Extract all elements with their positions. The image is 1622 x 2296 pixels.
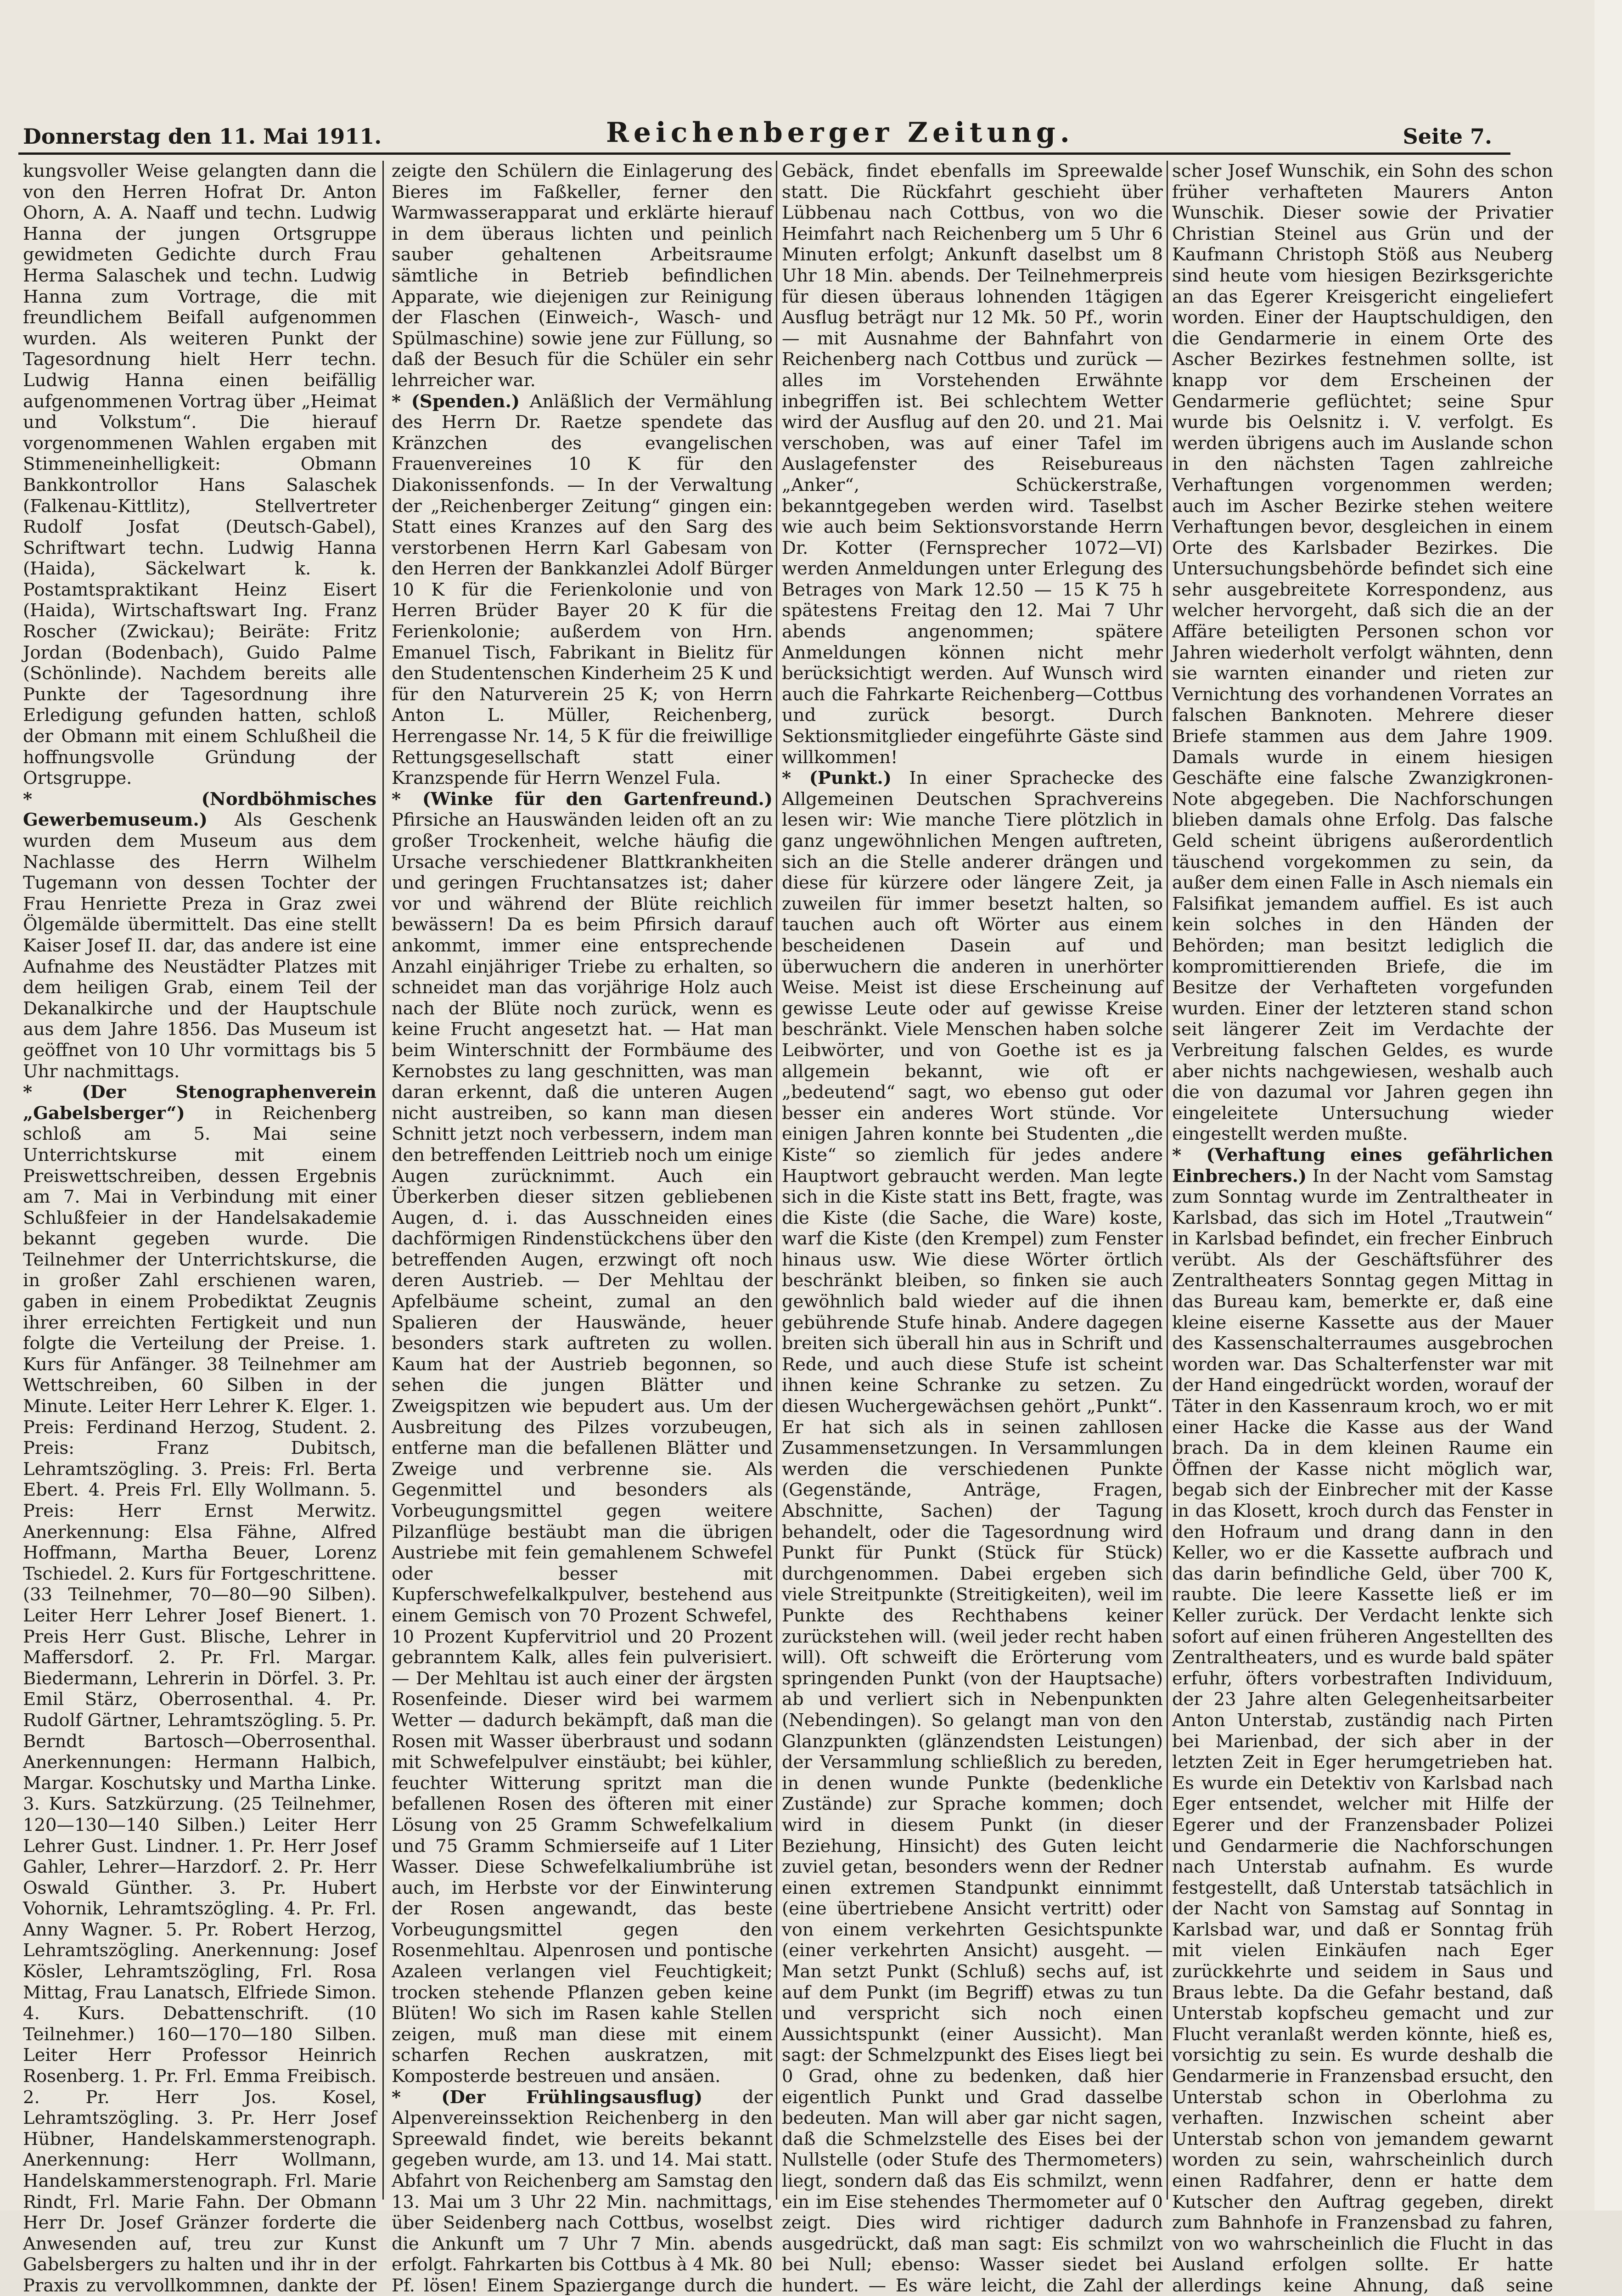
article-heading: * (Der Stenographenverein „Gabelsberger“) bbox=[23, 1082, 376, 1124]
article-heading: * (Nordböhmisches Gewerbemuseum.) bbox=[23, 789, 376, 831]
page-number: Seite 7. bbox=[1403, 124, 1492, 149]
article-text: kungsvoller Weise gelangten dann die von den Herren Hofrat Dr. Anton Ohorn, A. A. Naaff und techn. Ludwig Hanna der jungen Ortsgruppe gewidmeten Gedichte durch Frau Herma Salaschek und techn. Ludwig Hanna zum Vortrage, die mit freundlichem Beifall aufgenommen wurden. Als weiteren Punkt der Tagesordnung hielt Herr techn. Ludwig Hanna einen beifällig aufgenommenen Vortrag über „Heimat und Volkstum“. Die hierauf vorgenommenen Wahlen ergaben mit Stimmeneinhelligkeit: Obmann Bankkontrollor Hans Salaschek (Falkenau-Kittlitz), Stellvertreter Rudolf Josfat (Deutsch-Gabel), Schriftwart techn. Ludwig Hanna (Haida), Säckelwart k. k. Postamtspraktikant Heinz Eisert (Haida), Wirtschaftswart Ing. Franz Roscher (Zwickau); Beiräte: Fritz Jordan (Bodenbach), Guido Palme (Schönlinde). Nachdem bereits alle Punkte der Tagesordnung ihre Erledigung gefunden hatten, schloß der Obmann mit einem Schlußheil die hoffnungsvolle Gründung der Ortsgruppe. bbox=[23, 161, 376, 788]
article-heading: * (Spenden.) bbox=[392, 391, 520, 412]
article-heading: * (Punkt.) bbox=[782, 768, 892, 788]
article-text: Gebäck, findet ebenfalls im Spreewalde statt. Die Rückfahrt geschieht über Lübbenau nach Cottbus, von wo die Heimfahrt nach Reichenberg um 5 Uhr 6 Minuten erfolgt; Ankunft daselbst um 8 Uhr 18 Min. abends. Der Teilnehmerpreis für diesen überaus lohnenden 1tägigen Ausflug beträgt nur 12 Mk. 50 Pf., worin — mit Ausnahme der Bahnfahrt von Reichenberg nach Cottbus und zurück — alles im Vorstehenden Erwähnte inbegriffen ist. Bei schlechtem Wetter wird der Ausflug auf den 20. und 21. Mai verschoben, was auf einer Tafel im Auslagefenster des Reisebureaus „Anker“, Schückerstraße, bekanntgegeben werden wird. Taselbst wie auch beim Sektionsvorstande Herrn Dr. Kotter (Fernsprecher 1072—VI) werden Anmeldungen unter Erlegung des Betrages von Mark 12.50 — 15 K 75 h spätestens Freitag den 12. Mai 7 Uhr abends angenommen; spätere Anmeldungen können nicht mehr berücksichtigt werden. Auf Wunsch wird auch die Fahrkarte Reichenberg—Cottbus und zurück besorgt. Durch Sektionsmitglieder eingeführte Gäste sind willkommen! bbox=[782, 161, 1163, 768]
article-text: Als Geschenk wurden dem Museum aus dem Nachlasse des Herrn Wilhelm Tugemann von dessen Tochter der Frau Henriette Preza in Graz zwei Ölgemälde übermittelt. Das eine stellt Kaiser Josef II. dar, das andere ist eine Aufnahme des Neustädter Platzes mit dem heiligen Grab, einem Teil der Dekanalkirche und der Hauptschule aus dem Jahre 1856. Das Museum ist geöffnet von 10 Uhr vormittags bis 5 Uhr nachmittags. bbox=[23, 810, 376, 1081]
masthead-title: Reichenberger Zeitung. bbox=[606, 117, 1074, 149]
article-paragraph bbox=[1172, 1145, 1553, 2296]
article-text: Pfirsiche an Hauswänden leiden oft an zu großer Trockenheit, welche häufig die Ursache verschiedener Blattkrankheiten und geringen Fruchtansatzes ist; daher vor und während der Blüte reichlich bewässern! Da es beim Pfirsich darauf ankommt, immer eine entsprechende Anzahl einjähriger Triebe zu erhalten, so schneidet man das vorjährige Holz auch nach der Blüte noch zurück, wenn es keine Frucht angesetzt hat. — Hat man beim Winterschnitt der Formbäume des Kernobstes zu lang geschnitten, was man daran erkennt, daß die unteren Augen nicht austreiben, so kann man diesen Schnitt jetzt noch verbessern, indem man den betreffenden Leittrieb noch um einige Augen zurücknimmt. Auch ein Überkerben dieser sitzen gebliebenen Augen, d. i. das Ausschneiden eines dachförmigen Rindenstückchens über den betreffenden Augen, erzwingt oft noch deren Austrieb. — Der Mehltau der Apfelbäume scheint, zumal an den Spalieren der Hauswände, heuer besonders stark auftreten zu wollen. Kaum hat der Austrieb begonnen, so sehen die jungen Blätter und Zweigspitzen wie bepudert aus. Um der Ausbreitung des Pilzes vorzubeugen, entferne man die befallenen Blätter und Zweige und verbrenne sie. Als Gegenmittel und besonders als Vorbeugungsmittel gegen weitere Pilzanflüge bestäubt man die übrigen Austriebe mit fein gemahlenem Schwefel oder besser mit Kupferschwefelkalkpulver, bestehend aus einem Gemisch von 70 Prozent Schwefel, 10 Prozent Kupfervitriol und 20 Prozent gebranntem Kalk, alles fein pulverisiert. — Der Mehltau ist auch einer der ärgsten Rosenfeinde. Dieser wird bei warmem Wetter — dadurch bekämpft, daß man die Rosen mit Wasser überbraust und sodann mit Schwefelpulver einstäubt; bei kühler, feuchter Witterung spritzt man die befallenen Rosen des öfteren mit einer Lösung von 25 Gramm Schwefelkalium und 75 Gramm Schmierseife auf 1 Liter Wasser. Diese Schwefelkaliumbrühe ist auch, im Herbste vor der Einwinterung der Rosen angewandt, das beste Vorbeugungsmittel gegen den Rosenmehltau. Alpenrosen und pontische Azaleen verlangen viel Feuchtigkeit; trocken stehende Pflanzen geben keine Blüten! Wo sich im Rasen kahle Stellen zeigen, muß man diese mit einem scharfen Rechen auskratzen, mit Komposterde bestreuen und ansäen. bbox=[392, 810, 773, 2087]
article-text: zeigte den Schülern die Einlagerung des Bieres im Faßkeller, ferner den Warmwasserapparat und erklärte hierauf in dem überaus lichten und peinlich sauber gehaltenen Arbeitsraume sämtliche in Betrieb befindlichen Apparate, wie diejenigen zur Reinigung der Flaschen (Einweich-, Wasch- und Spülmaschine) sowie jene zur Füllung, so daß der Besuch für die Schüler ein sehr lehrreicher war. bbox=[392, 161, 773, 391]
column-rule bbox=[776, 161, 777, 2200]
page-edge bbox=[1594, 0, 1622, 2211]
page-header bbox=[18, 120, 1510, 155]
article-text: In der Nacht vom Samstag zum Sonntag wurde im Zentraltheater in Karlsbad, das sich im Hotel „Trautwein“ in Karlsbad befindet, ein frecher Einbruch verübt. Als der Geschäftsführer des Zentraltheaters Sonntag gegen Mittag in das Bureau kam, bemerkte er, daß eine kleine eiserne Kassette aus der Mauer des Kassenschalterraumes ausgebrochen worden war. Das Schalterfenster war mit der Hand eingedrückt worden, worauf der Täter in den Kassenraum kroch, wo er mit einer Hacke die Kasse aus der Wand brach. Da in dem kleinen Raume ein Öffnen der Kasse nicht möglich war, begab sich der Einbrecher mit der Kasse in das Klosett, kroch durch das Fenster in den Hofraum und drang dann in den Keller, wo er die Kassette aufbrach und das darin befindliche Geld, über 700 K, raubte. Die leere Kassette ließ er im Keller zurück. Der Verdacht lenkte sich sofort auf einen früheren Angestellten des Zentraltheaters, und es wurde bald später erfuhr, öfters vorbestraften Individuum, der 23 Jahre alten Gelegenheitsarbeiter Anton Unterstab, zuständig nach Pirten bei Marienbad, der sich aber in der letzten Zeit in Eger herumgetrieben hat. Es wurde ein Detektiv von Karlsbad nach Eger entsendet, welcher mit Hilfe der Egerer und der Franzensbader Polizei und Gendarmerie die Nachforschungen nach Unterstab aufnahm. Es wurde festgestellt, daß Unterstab tatsächlich in der Nacht von Samstag auf Sonntag in Karlsbad war, und daß er Sonntag früh mit vielen Einkäufen nach Eger zurückkehrte und seidem in Saus und Braus lebte. Da die Gefahr bestand, daß Unterstab kopfscheu gemacht und zur Flucht veranlaßt werden könnte, hieß es, vorsichtig zu sein. Es wurde deshalb die Gendarmerie in Franzensbad ersucht, den Unterstab schon in Oberlohma zu verhaften. Inzwischen scheint aber Unterstab schon von jemandem gewarnt worden zu sein, wahrscheinlich durch einen Radfahrer, denn er hatte dem Kutscher den Auftrag gegeben, direkt zum Bahnhofe in Franzensbad zu fahren, von wo wahrscheinlich die Flucht in das Ausland erfolgen sollte. Er hatte allerdings keine Ahnung, daß seine bbox=[1172, 1166, 1553, 2296]
article-paragraph bbox=[23, 789, 376, 1082]
article-text: der Alpenvereinssektion Reichenberg in den Spreewald findet, wie bereits bekannt gegeben wurde, am 13. und 14. Mai statt. Abfahrt von Reichenberg am Samstag den 13. Mai um 3 Uhr 22 Min. nachmittags, über Seidenberg nach Cottbus, woselbst die Ankunft um 7 Uhr 7 Min. abends erfolgt. Fahrkarten bis Cottbus à 4 Mk. 80 Pf. lösen! Einem Spaziergange durch die bbox=[392, 2087, 773, 2296]
column-rule bbox=[382, 161, 384, 2200]
issue-date: Donnerstag den 11. Mai 1911. bbox=[23, 124, 382, 149]
article-text: In einer Sprachecke des Allgemeinen Deutschen Sprachvereins lesen wir: Wie manche Tiere plötzlich in ganz ungewöhnlichen Mengen auftreten, sich an die Stelle anderer drängen und diese für kürzere oder längere Zeit, ja zuweilen für immer besetzt halten, so tauchen auch oft Wörter aus einem bescheidenen Dasein auf und überwuchern die anderen in unerhörter Weise. Meist ist diese Erscheinung auf gewisse Leute oder auf gewisse Kreise beschränkt. Viele Menschen haben solche Leibwörter, und von Goethe ist es ja allgemein bekannt, wie oft er „bedeutend“ sagt, wo ebenso gut oder besser ein anderes Wort stünde. Vor einigen Jahren konnte bei Studenten „die Kiste“ so ziemlich für jedes andere Hauptwort gebraucht werden. Man legte sich in die Kiste statt ins Bett, fragte, was die Kiste (die Sache, die Ware) koste, warf die Kiste (den Krempel) zum Fenster hinaus usw. Wie diese Wörter örtlich beschränkt bleiben, so finken sie auch gewöhnlich bald wieder auf die ihnen gebührende Stufe hinab. Andere dagegen breiten sich überall hin aus in Schrift und Rede, und auch diese Stufe ist scheint ihnen keine Schranke zu setzen. Zu diesen Wuchergewächsen gehört „Punkt“. Er hat sich als in seinen zahllosen Zusammensetzungen. In Versammlungen werden die verschiedenen Punkte (Gegenstände, Anträge, Fragen, Abschnitte, Sachen) der Tagung behandelt, oder die Tagesordnung wird Punkt für Punkt (Stück für Stück) durchgenommen. Dabei ergeben sich viele Streitpunkte (Streitigkeiten), weil im Punkte des Rechthabens keiner zurückstehen will. (weil jeder recht haben will). Oft schweift die Erörterung vom springenden Punkt (von der Hauptsache) ab und verliert sich in Nebenpunkten (Nebendingen). So gelangt man von den Glanzpunkten (glänzendsten Leistungen) der Versammlung schließlich zu bereden, in denen wunde Punkte (bedenkliche Zustände) zur Sprache kommen; doch wird in diesem Punkt (in dieser Beziehung, Hinsicht) des Guten leicht zuviel getan, besonders wenn der Redner einen extremen Standpunkt einnimmt (eine übertriebene Ansicht vertritt) oder von einem verkehrten Gesichtspunkte (einer verkehrten Ansicht) ausgeht. — Man setzt Punkt (Schluß) sechs auf, ist auf dem Punkt (im Begriff) etwas zu tun und verspricht sich noch einen Aussichtspunkt (einer Aussicht). Man sagt: der Schmelzpunkt des Eises liegt bei 0 Grad, ohne zu bedenken, daß hier eigentlich Punkt und Grad dasselbe bedeuten. Man will aber gar nicht sagen, daß die Schmelzstelle des Eises bei der Nullstelle (oder Stufe des Thermometers) liegt, sondern daß das Eis schmilzt, wenn ein im Eise stehendes Thermometer auf 0 zeigt. Dies wird richtiger dadurch ausgedrückt, daß man sagt: Eis schmilzt bei Null; ebenso: Wasser siedet bei hundert. — Es wäre leicht, die Zahl der bbox=[782, 768, 1163, 2296]
article-heading: * (Verhaftung eines gefährlichen Einbrechers.) bbox=[1172, 1145, 1553, 1187]
article-text: scher Josef Wunschik, ein Sohn des schon früher verhafteten Maurers Anton Wunschik. Dieser sowie der Privatier Christian Steinel aus Grün und der Kaufmann Christoph Stöß aus Neuberg sind heute vom hiesigen Bezirksgerichte an das Egerer Kreisgericht eingeliefert worden. Einer der Hauptschuldigen, den die Gendarmerie in einem Orte des Ascher Bezirkes festnehmen sollte, ist knapp vor dem Erscheinen der Gendarmerie geflüchtet; seine Spur wurde bis Oelsnitz i. V. verfolgt. Es werden übrigens auch im Auslande schon in den nächsten Tagen zahlreiche Verhaftungen vorgenommen werden; auch im Ascher Bezirke stehen weitere Verhaftungen bevor, desgleichen in einem Orte des Karlsbader Bezirkes. Die Untersuchungsbehörde befindet sich eine sehr ausgebreitete Korrespondenz, aus welcher hervorgeht, daß sich die an der Affäre beteiligten Personen schon vor Jahren wiederholt verfolgt wähnten, denn sie warnten einander und rieten zur Vernichtung des vorhandenen Vorrates an falschen Banknoten. Mehrere dieser Briefe stammen aus dem Jahre 1909. Damals wurde in einem hiesigen Geschäfte eine falsche Zwanzigkronen-Note abgegeben. Die Nachforschungen blieben damals ohne Erfolg. Das falsche Geld scheint übrigens außerordentlich täuschend vorgekommen zu sein, da außer dem einen Falle in Asch niemals ein Falsifikat jemandem auffiel. Es ist auch kein solches in den Händen der Behörden; man besitzt lediglich die kompromittierenden Briefe, die im Besitze der Verhafteten vorgefunden wurden. Einer der letzteren stand schon seit längerer Zeit im Verdachte der Verbreitung falschen Geldes, es wurde aber nichts nachgewiesen, weshalb auch die von dazumal vor Jahren gegen ihn eingeleitete Untersuchung wieder eingestellt werden mußte. bbox=[1172, 161, 1553, 1144]
article-paragraph bbox=[392, 391, 773, 789]
column-1 bbox=[23, 161, 376, 2204]
article-text: Anläßlich der Vermählung des Herrn Dr. Raetze spendete das Kränzchen des evangelischen Frauenvereines 10 K für den Diakonissenfonds. — In der Verwaltung der „Reichenberger Zeitung“ gingen ein: Statt eines Kranzes auf den Sarg des verstorbenen Herrn Karl Gabesam von den Herren der Bankkanzlei Adolf Bürger 10 K für die Ferienkolonie und von Herren Brüder Bayer 20 K für die Ferienkolonie; außerdem von Hrn. Emanuel Tisch, Fabrikant in Bielitz für den Studentenschen Kinderheim 25 K und für den Naturverein 25 K; von Herrn Anton L. Müller, Reichenberg, Herrengasse Nr. 14, 5 K für die freiwillige Rettungsgesellschaft statt einer Kranzspende für Herrn Wenzel Fula. bbox=[392, 391, 773, 789]
column-2 bbox=[392, 161, 773, 2204]
article-text: in Reichenberg schloß am 5. Mai seine Unterrichtskurse mit einem Preiswettschreiben, dessen Ergebnis am 7. Mai in Verbindung mit einer Schlußfeier in der Handelsakademie bekannt gegeben wurde. Die Teilnehmer der Unterrichtskurse, die in großer Zahl erschienen waren, gaben in einem Probediktat Zeugnis ihrer erreichten Fertigkeit und nun folgte die Verteilung der Preise. 1. Kurs für Anfänger. 38 Teilnehmer am Wettschreiben, 60 Silben in der Minute. Leiter Herr Lehrer K. Elger. 1. Preis: Ferdinand Herzog, Student. 2. Preis: Franz Dubitsch, Lehramtszögling. 3. Preis: Frl. Berta Ebert. 4. Preis Frl. Elly Wollmann. 5. Preis: Herr Ernst Merwitz. Anerkennung: Elsa Fähne, Alfred Hoffmann, Martha Beuer, Lorenz Tschiedel. 2. Kurs für Fortgeschrittene. (33 Teilnehmer, 70—80—90 Silben). Leiter Herr Lehrer Josef Bienert. 1. Preis Herr Gust. Blische, Lehrer in Maffersdorf. 2. Pr. Frl. Margar. Biedermann, Lehrerin in Dörfel. 3. Pr. Emil Stärz, Oberrosenthal. 4. Pr. Rudolf Gärtner, Lehramtszögling. 5. Pr. Berndt Bartosch—Oberrosenthal. Anerkennungen: Hermann Halbich, Margar. Koschutsky und Martha Linke. 3. Kurs. Satzkürzung. (25 Teilnehmer, 120—130—140 Silben.) Leiter Herr Lehrer Gust. Lindner. 1. Pr. Herr Josef Gahler, Lehrer—Harzdorf. 2. Pr. Herr Oswald Günther. 3. Pr. Hubert Vohornik, Lehramtszögling. 4. Pr. Frl. Anny Wagner. 5. Pr. Robert Herzog, Lehramtszögling. Anerkennung: Josef Kösler, Lehramtszögling, Frl. Rosa Mittag, Frau Lanatsch, Elfriede Simon. 4. Kurs. Debattenschrift. (10 Teilnehmer.) 160—170—180 Silben. Leiter Herr Professor Heinrich Rosenberg. 1. Pr. Frl. Emma Freibisch. 2. Pr. Herr Jos. Kosel, Lehramtszögling. 3. Pr. Herr Josef Hübner, Handelskammerstenograph. Anerkennung: Herr Wollmann, Handelskammerstenograph. Frl. Marie Rindt, Frl. Marie Fahn. Der Obmann Herr Dr. Josef Gränzer forderte die Anwesenden auf, treu zur Kunst Gabelsbergers zu halten und ihr in der Praxis zu vervollkommnen, dankte der bbox=[23, 1103, 376, 2296]
article-heading: * (Winke für den Gartenfreund.) bbox=[392, 789, 773, 810]
article-paragraph bbox=[782, 161, 1163, 768]
article-paragraph bbox=[1172, 161, 1553, 1145]
column-4 bbox=[1172, 161, 1553, 2204]
article-heading: * (Der Frühlingsausflug) bbox=[392, 2087, 702, 2108]
column-rule bbox=[1167, 161, 1168, 2200]
article-paragraph bbox=[23, 161, 376, 789]
article-paragraph bbox=[23, 1082, 376, 2296]
article-paragraph bbox=[392, 2087, 773, 2296]
column-3 bbox=[782, 161, 1163, 2204]
article-paragraph bbox=[782, 768, 1163, 2296]
article-paragraph bbox=[392, 789, 773, 2087]
article-paragraph bbox=[392, 161, 773, 391]
